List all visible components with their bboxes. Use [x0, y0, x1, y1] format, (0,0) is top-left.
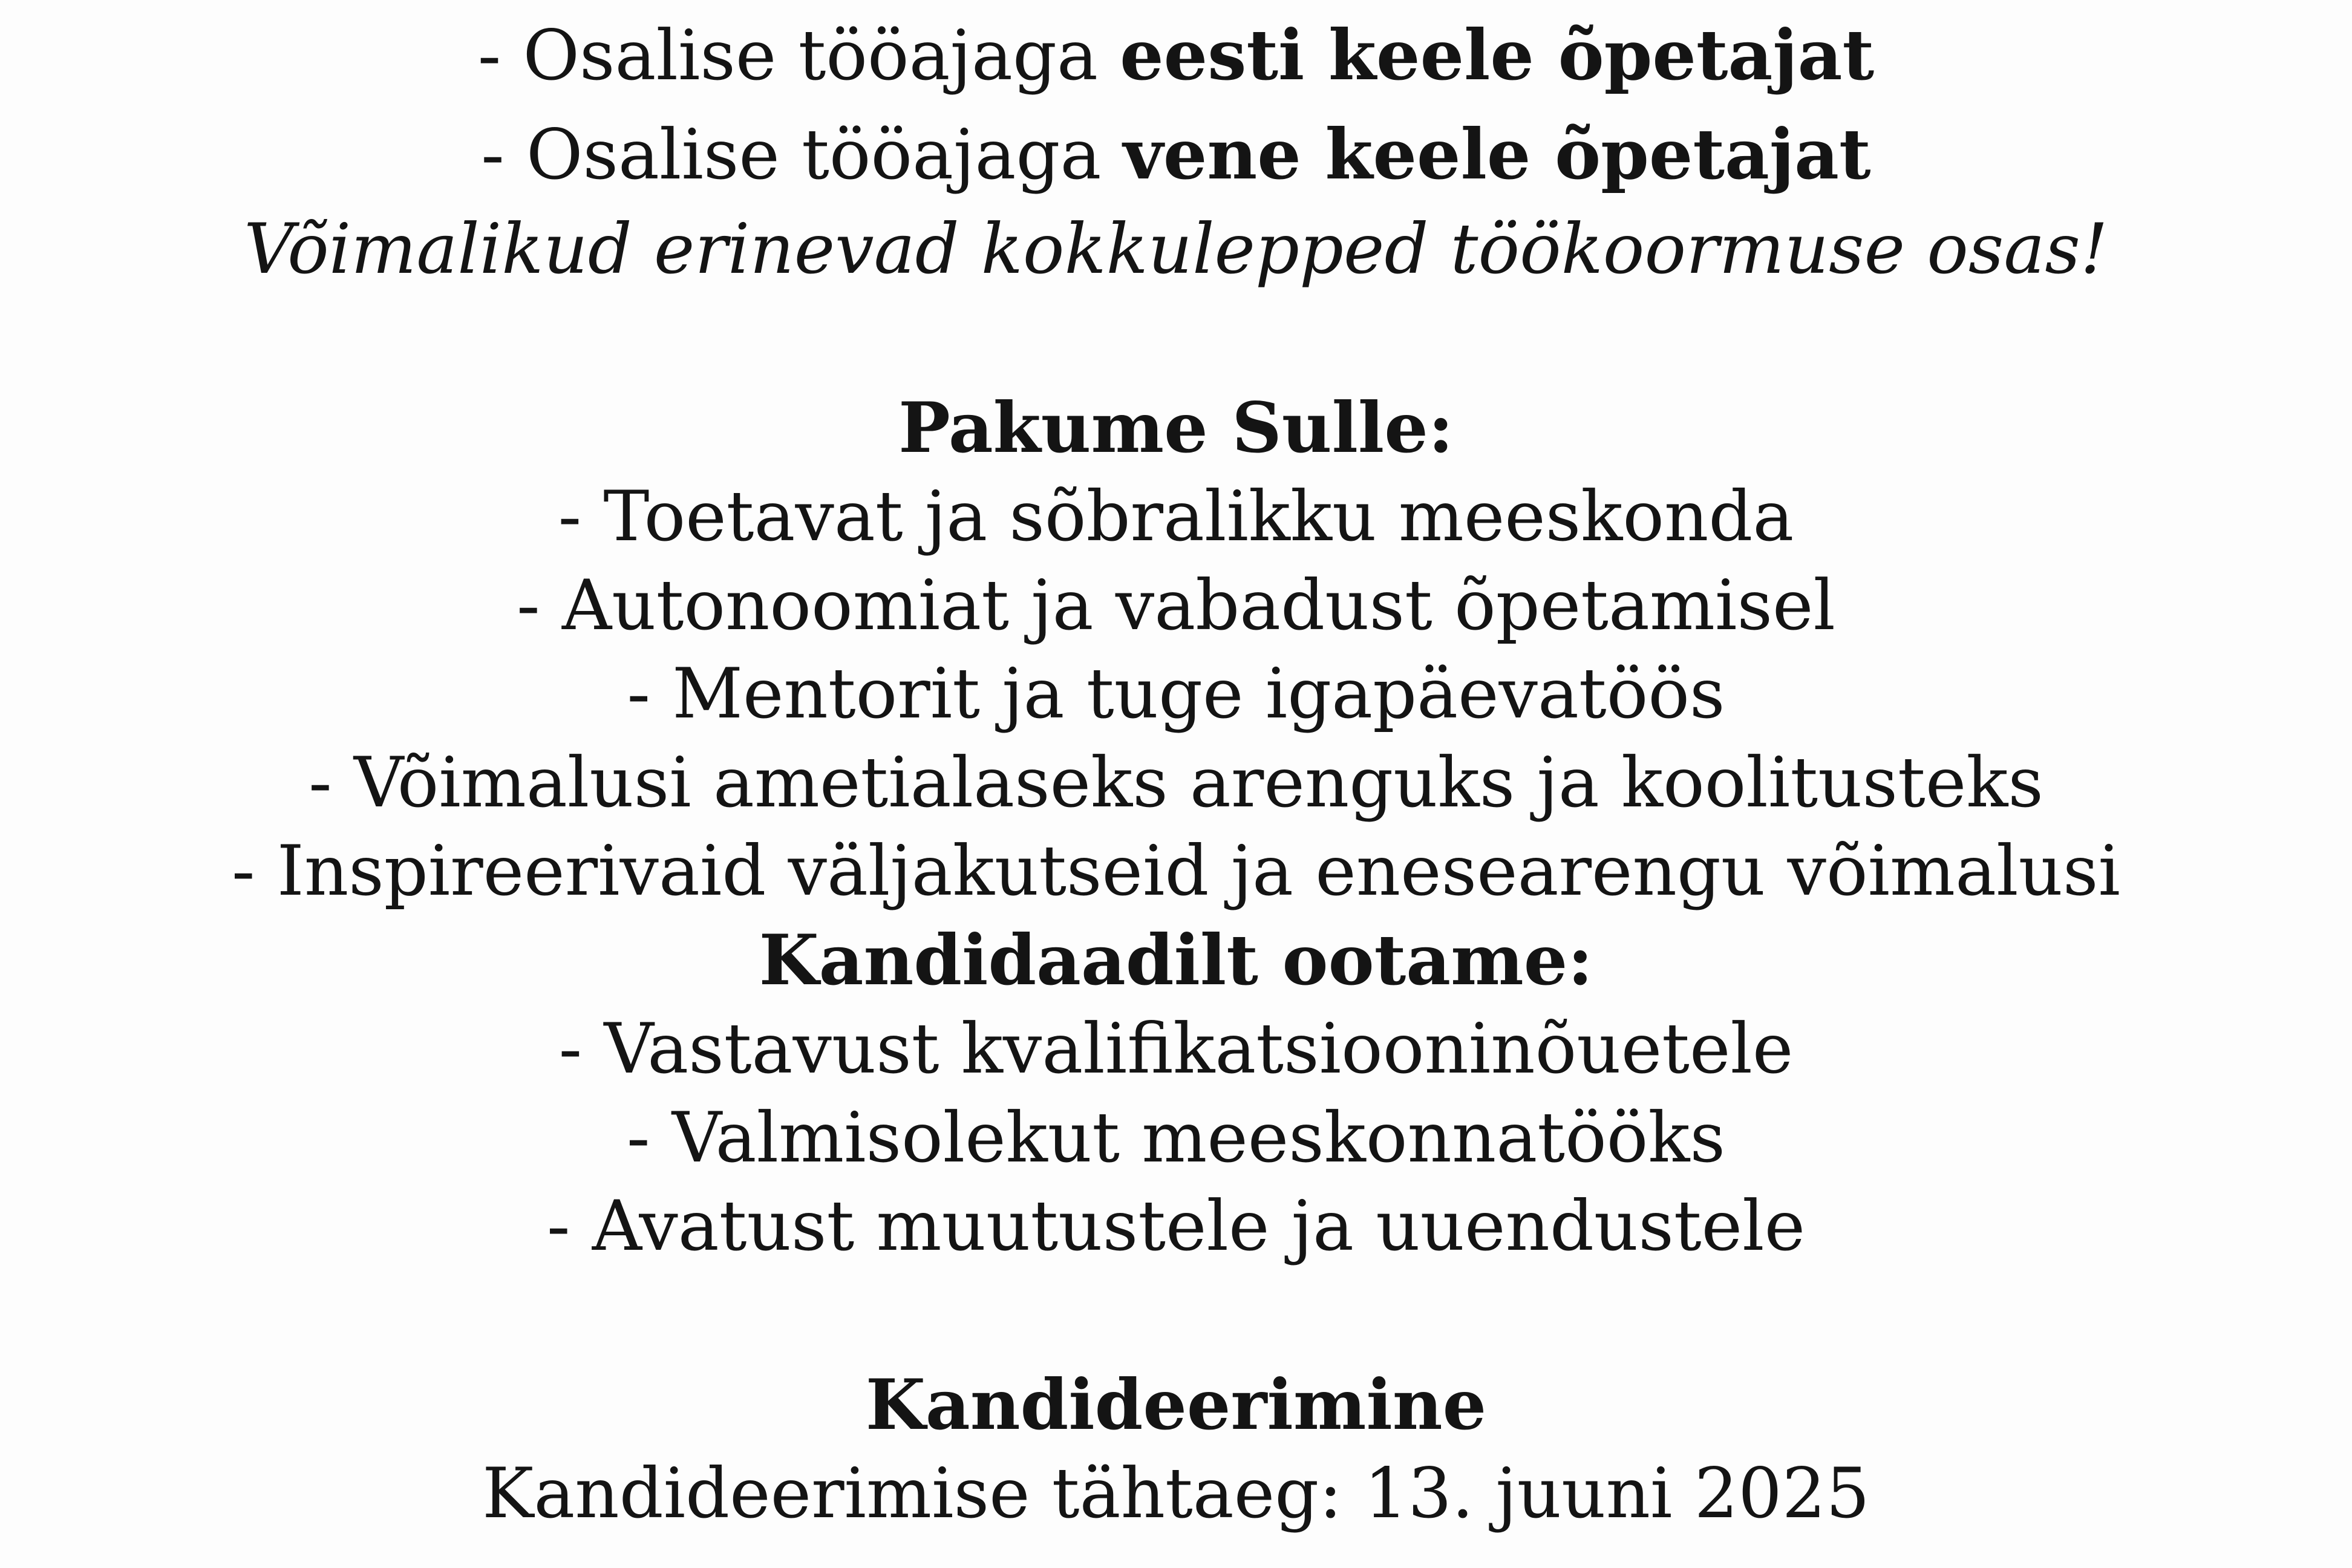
position-line-estonian-teacher [0, 11, 2352, 100]
position-prefix: - Osalise tööajaga [477, 15, 1120, 96]
offer-item: - Toetavat ja sõbralikku meeskonda [558, 476, 1794, 557]
position-role: eesti keele õpetajat [1120, 15, 1875, 96]
offer-heading: Pakume Sulle: [898, 387, 1454, 468]
offer-item: - Võimalusi ametialaseks arenguks ja koolitusteks [309, 742, 2043, 823]
position-line-russian-teacher [0, 110, 2352, 199]
application-heading: Kandideerimine [865, 1364, 1487, 1445]
expectation-item: - Valmisolekut meeskonnatööks [627, 1097, 1725, 1178]
expectation-item: - Avatust muutustele ja uuendustele [546, 1186, 1806, 1266]
offer-item: - Mentorit ja tuge igapäevatöös [627, 653, 1725, 734]
workload-note: Võimalikud erinevad kokkulepped töökoormuse osas! [244, 209, 2108, 289]
offer-item: - Inspireerivaid väljakutseid ja enesearengu võimalusi [232, 831, 2120, 911]
position-prefix: - Osalise tööajaga [481, 114, 1123, 195]
offer-item: - Autonoomiat ja vabadust õpetamisel [517, 565, 1835, 645]
expectations-heading: Kandidaadilt ootame: [759, 920, 1593, 1001]
expectation-item: - Vastavust kvalifikatsiooninõuetele [558, 1008, 1794, 1089]
position-role: vene keele õpetajat [1123, 114, 1871, 195]
application-deadline: Kandideerimise tähtaeg: 13. juuni 2025 [482, 1453, 1870, 1534]
